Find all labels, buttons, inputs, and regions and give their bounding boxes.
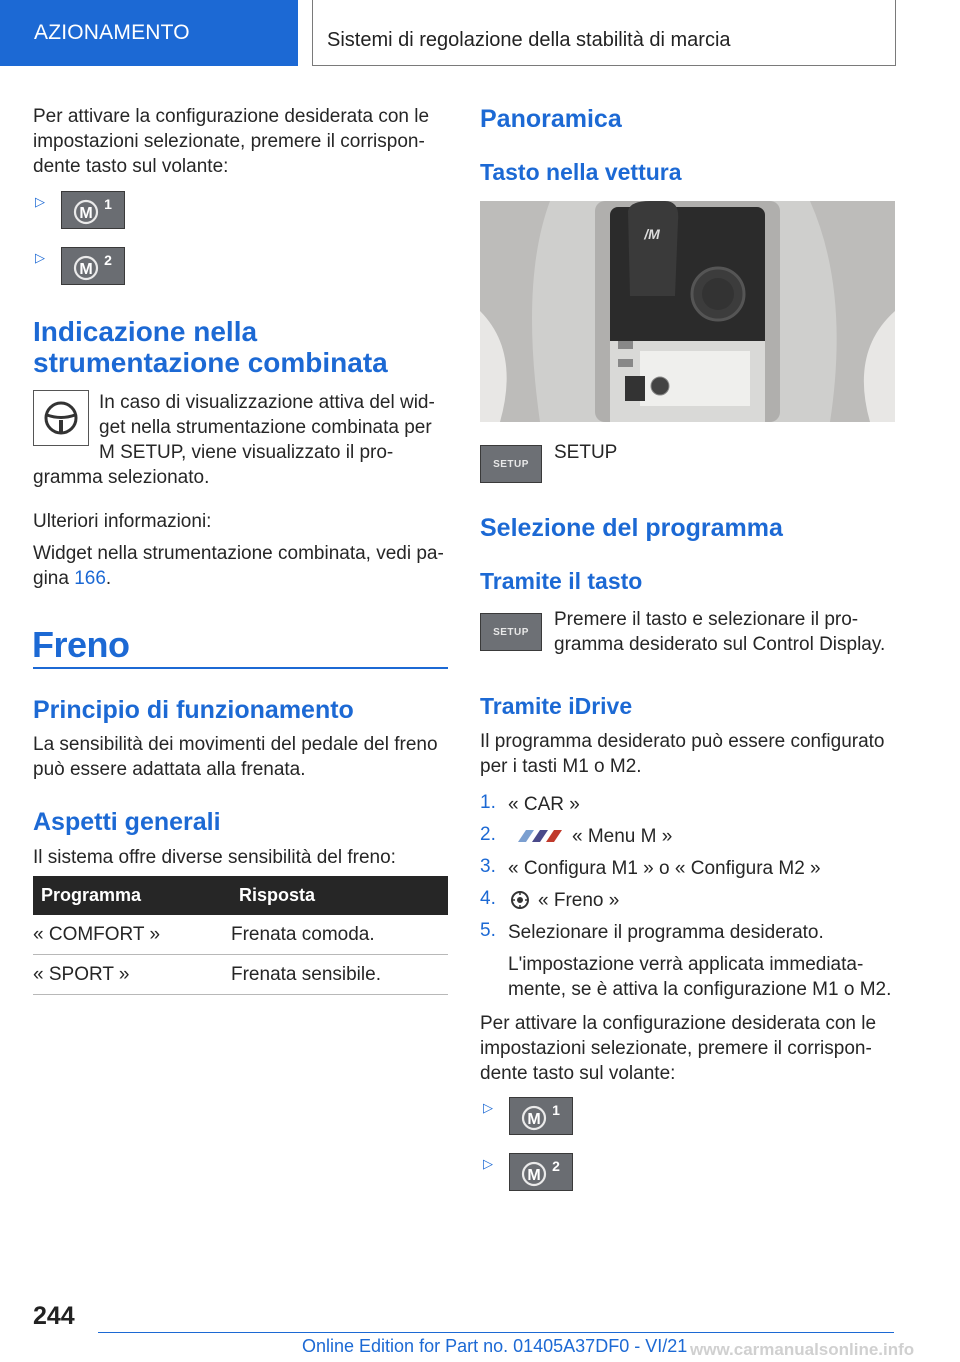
widget-text: Widget nella strumentazione combinata, vedi pa-gina (33, 543, 444, 589)
heading-tasto: Tasto nella vettura (480, 159, 682, 185)
widget-end: . (105, 568, 112, 589)
table-header-row (33, 876, 448, 915)
svg-text:2: 2 (552, 1158, 560, 1174)
step-selezionare: Selezionare il programma desiderato. (508, 922, 824, 943)
table-cell: « COMFORT » (33, 915, 231, 955)
m1-badge-icon (516, 1101, 566, 1131)
table-cell: « SPORT » (33, 955, 231, 995)
heading-indicazione: Indicazione nella strumentazione combinata (33, 316, 388, 378)
idrive-text: Il programma desiderato può essere configurato per i tasti M1 o M2. (480, 731, 885, 777)
step-menu-m: « Menu M » (572, 826, 673, 847)
heading-selezione: Selezione del programma (480, 514, 783, 542)
bullet-marker: ▷ (35, 250, 45, 265)
watermark-text: www.carmanualsonline.info (690, 1340, 915, 1359)
edition-text: Online Edition for Part no. 01405A37DF0 - VI/21 (302, 1336, 688, 1356)
intro-text: Per attivare la configurazione desiderata con le impostazioni selezionate, premere il corrispon-dente tasto sul volante: (33, 106, 430, 177)
table-header: Programma (33, 876, 231, 915)
table-header: Risposta (231, 876, 448, 915)
outro-text: Per attivare la configurazione desiderata con le impostazioni selezionate, premere il corrispon-dente tasto sul volante: (480, 1013, 877, 1084)
step-car: « CAR » (508, 794, 580, 815)
setup-key-icon: SETUP (480, 613, 542, 651)
svg-text:1: 1 (552, 1102, 560, 1118)
table-cell: Frenata sensibile. (231, 955, 448, 995)
step-number: 5. (480, 920, 496, 941)
section-tab[interactable]: AZIONAMENTO (0, 0, 298, 66)
table-row (33, 915, 448, 955)
center-console-photo (480, 201, 895, 422)
svg-text:1: 1 (104, 196, 112, 212)
steps-list (480, 792, 900, 943)
page-number: 244 (33, 1302, 75, 1330)
heading-aspetti: Aspetti generali (33, 808, 221, 836)
setup-key-icon: SETUP (480, 445, 542, 483)
step-number: 4. (480, 888, 496, 909)
indicazione-line-3: M SETUP, viene visualizzato il pro- (99, 442, 394, 463)
step-configura: « Configura M1 » o « Configura M2 » (508, 858, 821, 879)
heading-freno: Freno (32, 624, 130, 665)
svg-text:M: M (79, 261, 93, 278)
step-number: 2. (480, 824, 496, 845)
tramite-tasto-line-1: Premere il tasto e selezionare il pro- (554, 609, 859, 630)
steering-wheel-icon (33, 390, 89, 446)
heading-tramite-tasto: Tramite il tasto (480, 568, 643, 594)
m1-badge-icon (68, 195, 118, 225)
heading-principio: Principio di funzionamento (33, 696, 354, 724)
table-row (33, 955, 448, 995)
ulteriori-label: Ulteriori informazioni: (33, 511, 212, 532)
step-number: 1. (480, 792, 496, 813)
footer-rule (98, 1332, 894, 1333)
step5-note: L'impostazione verrà applicata immediata-mente, se è attiva la configurazione M1 o M2. (508, 954, 892, 1000)
bullet-marker: ▷ (483, 1156, 493, 1171)
brake-disc-icon (510, 890, 530, 915)
tramite-tasto-line-2: gramma desiderato sul Control Display. (554, 634, 886, 655)
m-logo: /M (644, 226, 660, 242)
step-number: 3. (480, 856, 496, 877)
indicazione-line-2: get nella strumentazione combinata per (99, 417, 432, 438)
page-link-166[interactable]: 166 (74, 568, 106, 589)
bullet-marker: ▷ (35, 194, 45, 209)
bullet-marker: ▷ (483, 1100, 493, 1115)
indicazione-tail: gramma selezionato. (33, 467, 210, 488)
m2-key-icon (509, 1153, 573, 1191)
aspetti-text: Il sistema offre diverse sensibilità del freno: (33, 847, 396, 868)
indicazione-line-1: In caso di visualizzazione attiva del wid- (99, 392, 435, 413)
heading-panoramica: Panoramica (480, 105, 622, 133)
setup-label: SETUP (554, 442, 618, 463)
sensitivity-table (33, 876, 448, 995)
m2-badge-icon (68, 251, 118, 281)
m-menu-stripes-icon (510, 828, 566, 849)
svg-text:2: 2 (104, 252, 112, 268)
principio-text: La sensibilità dei movimenti del pedale del freno può essere adattata alla frenata. (33, 734, 438, 780)
chapter-title: Sistemi di regolazione della stabilità di marcia (312, 0, 896, 66)
freno-divider (33, 667, 448, 669)
svg-text:M: M (527, 1111, 541, 1128)
table-cell: Frenata comoda. (231, 915, 448, 955)
m2-badge-icon (516, 1157, 566, 1187)
m1-key-icon (61, 191, 125, 229)
m1-key-icon (509, 1097, 573, 1135)
svg-text:M: M (527, 1167, 541, 1184)
svg-text:M: M (79, 205, 93, 222)
step-freno: « Freno » (538, 890, 620, 911)
widget-reference (33, 541, 451, 591)
m2-key-icon (61, 247, 125, 285)
heading-tramite-idrive: Tramite iDrive (480, 693, 633, 719)
